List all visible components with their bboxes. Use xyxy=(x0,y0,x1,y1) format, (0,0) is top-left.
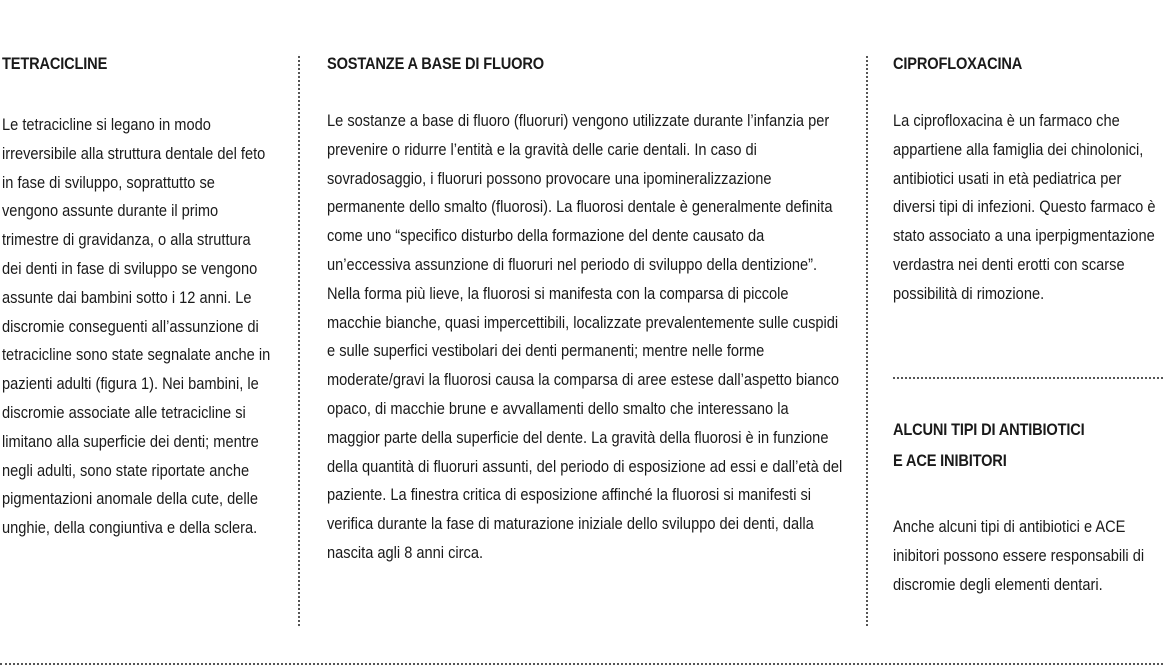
antibiotici-heading-line2: E ACE INIBITORI xyxy=(893,451,1007,470)
fluoro-text: Le sostanze a base di fluoro (fluoruri) vengono utilizzate durante l’infanzia per prevenire o ridurre l’entità e la gravità delle carie dentali. In caso di sovradosaggio, i fluoruri possono provocare una ipomineralizzazione permanente dello smalto (fluorosi). La fluorosi dentale è generalmente definita come uno “specifico disturbo della formazione del dente causato da un’eccessiva assunzione di fluoruri nel periodo di sviluppo della dentizione”. Nella forma più lieve, la fluorosi si manifesta con la comparsa di piccole macchie bianche, quasi impercettibili, localizzate prevalentemente sulle cuspidi e sulle superfici vestibolari dei denti permanenti; mentre nelle forme moderate/gravi la fluorosi causa la comparsa di aree estese dall’aspetto bianco opaco, di macchie brune e avvallamenti dello smalto che interessano la maggior parte della superficie del dente. La gravità della fluorosi è in funzione della quantità di fluoruri assunti, del periodo di esposizione ad essi e dall’età del paziente. La finestra critica di esposizione affinché la fluorosi si manifesti si verifica durante la fase di maturazione iniziale dello sviluppo dei denti, dalla nascita agli 8 anni circa. xyxy=(327,111,843,562)
ciprofloxacina-heading: CIPROFLOXACINA xyxy=(893,54,1023,73)
antibiotici-heading-line1: ALCUNI TIPI DI ANTIBIOTICI xyxy=(893,420,1085,439)
tetracicline-text: Le tetracicline si legano in modo irreversibile alla struttura dentale del feto in fase di sviluppo, soprattutto se vengono assunte durante il primo trimestre di gravidanza, o alla struttura dei denti in fase di sviluppo se vengono assunte dai bambini sotto i 12 anni. Le discromie conseguenti all’assunzione di tetracicline sono state segnalate anche in pazienti adulti (figura 1). Nei bambini, le discromie associate alle tetracicline si limitano alla superficie dei denti; mentre negli adulti, sono state riportate anche pigmentazioni anomale della cute, delle unghie, della congiuntiva e della sclera. xyxy=(2,115,271,538)
page-bottom-divider xyxy=(0,663,1163,665)
ciprofloxacina-text: La ciprofloxacina è un farmaco che appartiene alla famiglia dei chinolonici, antibiotici usati in età pediatrica per diversi tipi di infezioni. Questo farmaco è stato associato a una iperpigmentazione verdastra nei denti erotti con scarse possibilità di rimozione. xyxy=(893,111,1156,303)
tetracicline-heading: TETRACICLINE xyxy=(2,54,108,73)
column-divider-left xyxy=(298,56,300,626)
fluoro-heading: SOSTANZE A BASE DI FLUORO xyxy=(327,54,544,73)
section-divider-right xyxy=(893,377,1163,379)
column-divider-right xyxy=(866,56,868,626)
antibiotici-text: Anche alcuni tipi di antibiotici e ACE inibitori possono essere responsabili di discromie degli elementi dentari. xyxy=(893,517,1145,594)
